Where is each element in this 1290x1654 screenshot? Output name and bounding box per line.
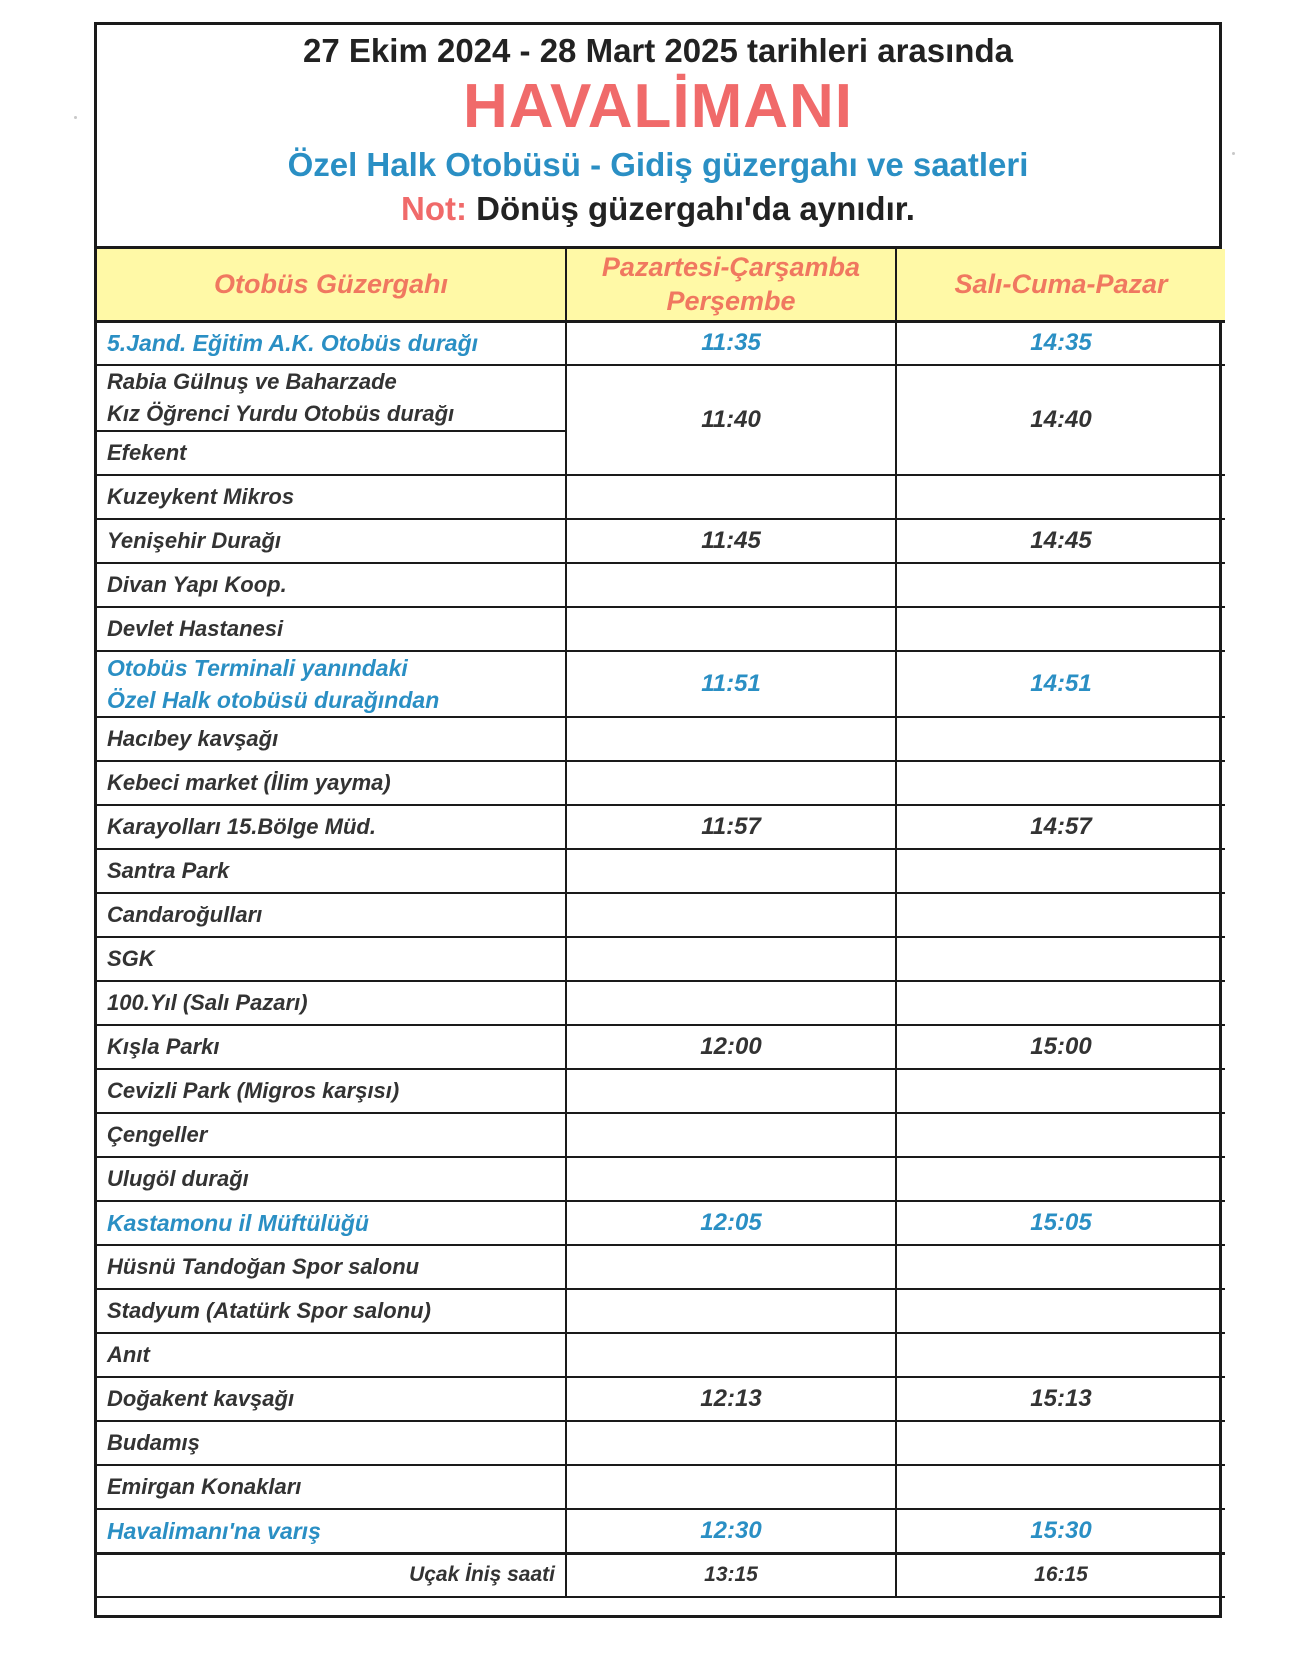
time-mon-wed-thu: 11:57 [566, 805, 896, 849]
stop-name-cell [97, 1025, 566, 1069]
stop-name: Cevizli Park (Migros karşısı) [107, 1078, 400, 1103]
time-tue-fri-sun: 14:51 [896, 651, 1225, 717]
stop-name: Kız Öğrenci Yurdu Otobüs durağı [107, 401, 455, 426]
time-mon-wed-thu [566, 1157, 896, 1201]
stop-name-cell [97, 1465, 566, 1509]
table-row [97, 1069, 1225, 1113]
stop-name: Otobüs Terminali yanındaki [107, 655, 408, 681]
table-row [97, 1465, 1225, 1509]
table-row [97, 761, 1225, 805]
stop-name: Özel Halk otobüsü durağından [107, 687, 440, 713]
stop-name: Santra Park [107, 858, 230, 883]
note-text: Dönüş güzergahı'da aynıdır. [467, 190, 915, 227]
stop-name-cell [97, 563, 566, 607]
table-row [97, 321, 1225, 365]
table-row [97, 1201, 1225, 1245]
stop-name: 100.Yıl (Salı Pazarı) [107, 990, 308, 1015]
stop-name-cell [97, 1245, 566, 1289]
time-mon-wed-thu: 12:05 [566, 1201, 896, 1245]
scan-speck [74, 116, 77, 119]
table-row [97, 1377, 1225, 1421]
time-mon-wed-thu [566, 1333, 896, 1377]
column-header-route: Otobüs Güzergahı [97, 249, 566, 321]
note-line [97, 187, 1219, 231]
time-mon-wed-thu [566, 893, 896, 937]
table-row [97, 893, 1225, 937]
page-subtitle: Özel Halk Otobüsü - Gidiş güzergahı ve saatleri [287, 146, 1029, 183]
time-tue-fri-sun: 15:05 [896, 1201, 1225, 1245]
time-tue-fri-sun [896, 475, 1225, 519]
column-header-tue-fri-sun: Salı-Cuma-Pazar [896, 249, 1225, 321]
time-tue-fri-sun [896, 1333, 1225, 1377]
stop-name: Ulugöl durağı [107, 1166, 249, 1191]
time-mon-wed-thu [566, 607, 896, 651]
time-mon-wed-thu [566, 1245, 896, 1289]
time-mon-wed-thu [566, 1465, 896, 1509]
time-tue-fri-sun [896, 1421, 1225, 1465]
time-mon-wed-thu [566, 1069, 896, 1113]
time-tue-fri-sun [896, 761, 1225, 805]
stop-name: Karayolları 15.Bölge Müd. [107, 814, 376, 839]
stop-name: Çengeller [107, 1122, 208, 1147]
time-tue-fri-sun [896, 607, 1225, 651]
table-row [97, 1421, 1225, 1465]
column-header-mon-wed-thu: Pazartesi-Çarşamba Perşembe [566, 249, 896, 321]
time-mon-wed-thu: 11:51 [566, 651, 896, 717]
stop-name-cell [97, 1201, 566, 1245]
stop-name-cell [97, 1509, 566, 1553]
time-tue-fri-sun: 15:13 [896, 1377, 1225, 1421]
time-tue-fri-sun [896, 937, 1225, 981]
stop-name-cell [97, 1157, 566, 1201]
stop-name: Candaroğulları [107, 902, 263, 927]
table-row [97, 365, 1225, 431]
stop-name: Kuzeykent Mikros [107, 484, 295, 509]
table-row [97, 849, 1225, 893]
date-range: 27 Ekim 2024 - 28 Mart 2025 tarihleri arasında [303, 32, 1013, 69]
page-title: HAVALİMANI [463, 72, 853, 141]
time-mon-wed-thu: 12:13 [566, 1377, 896, 1421]
time-mon-wed-thu: 11:40 [566, 365, 896, 475]
table-row [97, 1509, 1225, 1553]
stop-name: Kastamonu il Müftülüğü [107, 1210, 369, 1236]
table-row [97, 563, 1225, 607]
stop-name-cell [97, 651, 566, 717]
time-tue-fri-sun [896, 1245, 1225, 1289]
time-mon-wed-thu [566, 1421, 896, 1465]
stop-name: Hacıbey kavşağı [107, 726, 279, 751]
time-tue-fri-sun: 14:45 [896, 519, 1225, 563]
schedule-header [97, 25, 1219, 249]
landing-time-label: Uçak İniş saati [97, 1553, 566, 1597]
stop-name: Hüsnü Tandoğan Spor salonu [107, 1254, 420, 1279]
time-tue-fri-sun [896, 1113, 1225, 1157]
stop-name: Devlet Hastanesi [107, 616, 284, 641]
stop-name: Yenişehir Durağı [107, 528, 282, 553]
time-tue-fri-sun: 15:30 [896, 1509, 1225, 1553]
table-row [97, 1245, 1225, 1289]
stop-name: Doğakent kavşağı [107, 1386, 295, 1411]
table-row [97, 475, 1225, 519]
time-mon-wed-thu [566, 1289, 896, 1333]
stop-name: Havalimanı'na varış [107, 1517, 321, 1544]
table-row [97, 519, 1225, 563]
landing-time-mon-wed-thu: 13:15 [566, 1553, 896, 1597]
stop-name: 5.Jand. Eğitim A.K. Otobüs durağı [107, 330, 479, 357]
time-mon-wed-thu [566, 981, 896, 1025]
stop-name-cell [97, 475, 566, 519]
stop-name-cell [97, 365, 566, 431]
schedule-table [97, 249, 1225, 1598]
stop-name: Stadyum (Atatürk Spor salonu) [107, 1298, 431, 1323]
table-row [97, 1113, 1225, 1157]
table-row [97, 805, 1225, 849]
stop-name-cell [97, 761, 566, 805]
stop-name-cell [97, 1113, 566, 1157]
stop-name: Emirgan Konakları [107, 1474, 302, 1499]
time-mon-wed-thu: 11:45 [566, 519, 896, 563]
stop-name-cell [97, 1333, 566, 1377]
time-mon-wed-thu [566, 475, 896, 519]
time-mon-wed-thu [566, 717, 896, 761]
stop-name-cell [97, 431, 566, 475]
landing-time-row [97, 1553, 1225, 1597]
schedule-body [97, 321, 1225, 1597]
time-tue-fri-sun [896, 893, 1225, 937]
time-mon-wed-thu [566, 937, 896, 981]
stop-name-cell [97, 849, 566, 893]
stop-name: Kebeci market (İlim yayma) [107, 770, 391, 795]
stop-name: Rabia Gülnuş ve Baharzade [107, 369, 397, 394]
table-row [97, 1025, 1225, 1069]
time-tue-fri-sun [896, 1069, 1225, 1113]
time-tue-fri-sun [896, 1465, 1225, 1509]
stop-name-cell [97, 893, 566, 937]
stop-name: Divan Yapı Koop. [107, 572, 287, 597]
table-row [97, 717, 1225, 761]
stop-name: Anıt [107, 1342, 150, 1367]
time-tue-fri-sun: 14:40 [896, 365, 1225, 475]
time-tue-fri-sun [896, 563, 1225, 607]
stop-name-cell [97, 1069, 566, 1113]
time-tue-fri-sun: 15:00 [896, 1025, 1225, 1069]
time-mon-wed-thu [566, 849, 896, 893]
time-mon-wed-thu [566, 1113, 896, 1157]
time-tue-fri-sun [896, 849, 1225, 893]
schedule-sheet [94, 22, 1222, 1618]
stop-name-cell [97, 805, 566, 849]
time-tue-fri-sun [896, 1157, 1225, 1201]
stop-name-cell [97, 1289, 566, 1333]
table-row [97, 1333, 1225, 1377]
landing-time-tue-fri-sun: 16:15 [896, 1553, 1225, 1597]
table-row [97, 937, 1225, 981]
scan-speck [1232, 152, 1235, 155]
stop-name-cell [97, 519, 566, 563]
time-mon-wed-thu: 11:35 [566, 321, 896, 365]
time-tue-fri-sun [896, 981, 1225, 1025]
stop-name: Efekent [107, 440, 187, 465]
note-label: Not: [401, 190, 468, 227]
stop-name-cell [97, 1421, 566, 1465]
time-tue-fri-sun: 14:57 [896, 805, 1225, 849]
time-mon-wed-thu [566, 761, 896, 805]
table-row [97, 651, 1225, 717]
stop-name-cell [97, 1377, 566, 1421]
stop-name-cell [97, 321, 566, 365]
time-mon-wed-thu: 12:30 [566, 1509, 896, 1553]
stop-name: SGK [107, 946, 155, 971]
stop-name: Kışla Parkı [107, 1034, 220, 1059]
time-tue-fri-sun [896, 717, 1225, 761]
time-tue-fri-sun: 14:35 [896, 321, 1225, 365]
table-header-row [97, 249, 1225, 321]
table-row [97, 607, 1225, 651]
stop-name: Budamış [107, 1430, 200, 1455]
stop-name-cell [97, 937, 566, 981]
stop-name-cell [97, 717, 566, 761]
stop-name-cell [97, 607, 566, 651]
time-mon-wed-thu [566, 563, 896, 607]
time-tue-fri-sun [896, 1289, 1225, 1333]
table-row [97, 1289, 1225, 1333]
table-row [97, 1157, 1225, 1201]
stop-name-cell [97, 981, 566, 1025]
time-mon-wed-thu: 12:00 [566, 1025, 896, 1069]
table-row [97, 981, 1225, 1025]
